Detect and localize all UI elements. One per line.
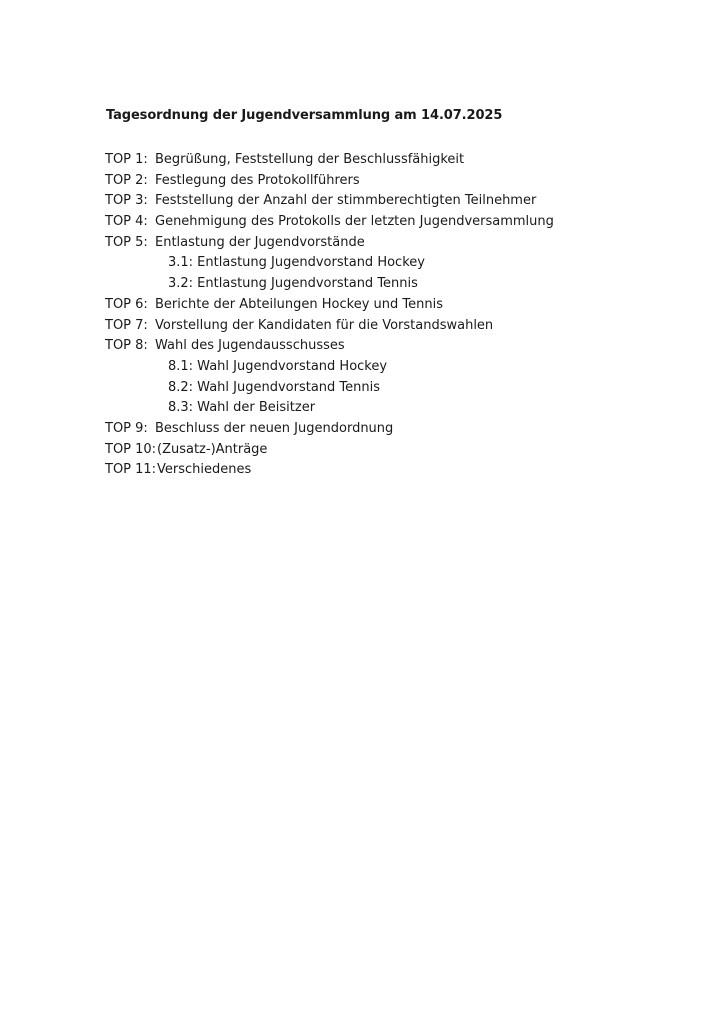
agenda-item-text: Feststellung der Anzahl der stimmberechtigten Teilnehmer (155, 193, 537, 209)
agenda-subitem (105, 253, 665, 274)
document-title: Tagesordnung der Jugendversammlung am 14.07.2025 (106, 108, 503, 123)
agenda-item (105, 295, 665, 316)
agenda-item-text: Genehmigung des Protokolls der letzten Jugendversammlung (155, 214, 554, 230)
agenda-item-number: TOP 6: (105, 296, 148, 312)
agenda-item (105, 336, 665, 357)
agenda-item (105, 419, 665, 440)
agenda-item-number: TOP 1: (105, 152, 148, 167)
agenda-item-number: TOP 11: (105, 462, 157, 478)
agenda-item (105, 460, 665, 481)
agenda-subitem (105, 378, 665, 399)
agenda-item-text: Begrüßung, Feststellung der Beschlussfähigkeit (155, 152, 465, 167)
agenda-item-number: TOP 8: (105, 338, 148, 354)
agenda-item (105, 212, 665, 233)
agenda-item (105, 150, 665, 171)
agenda-item (105, 440, 665, 461)
agenda-item (105, 191, 665, 212)
agenda-item-text: Beschluss der neuen Jugendordnung (155, 420, 394, 436)
agenda-item-text: (Zusatz-)Anträge (157, 441, 268, 457)
agenda-item-number: TOP 2: (105, 172, 148, 188)
agenda-item-number: TOP 7: (105, 317, 148, 333)
agenda-item-text: Berichte der Abteilungen Hockey und Tennis (155, 296, 443, 312)
agenda-item-number: TOP 5: (105, 234, 148, 250)
agenda-subitem (105, 357, 665, 378)
agenda-subitem (105, 274, 665, 295)
agenda-item-text: Entlastung der Jugendvorstände (155, 234, 365, 250)
agenda-subitem-text: 3.2: Entlastung Jugendvorstand Tennis (168, 276, 418, 292)
agenda-item-number: TOP 10: (105, 441, 157, 457)
agenda-subitem-text: 8.3: Wahl der Beisitzer (168, 400, 316, 416)
agenda-list (105, 150, 665, 481)
agenda-subitem (105, 398, 665, 419)
agenda-item-number: TOP 9: (105, 420, 148, 436)
agenda-item-text: Wahl des Jugendausschusses (155, 338, 345, 354)
agenda-item-text: Festlegung des Protokollführers (155, 172, 360, 188)
agenda-subitem-text: 8.1: Wahl Jugendvorstand Hockey (168, 358, 388, 374)
agenda-item (105, 171, 665, 192)
agenda-item-text: Vorstellung der Kandidaten für die Vorstandswahlen (155, 317, 494, 333)
agenda-item-number: TOP 4: (105, 214, 148, 230)
agenda-item-text: Verschiedenes (157, 462, 252, 478)
agenda-item (105, 316, 665, 337)
agenda-item (105, 233, 665, 254)
agenda-subitem-text: 3.1: Entlastung Jugendvorstand Hockey (168, 255, 425, 271)
agenda-item-number: TOP 3: (105, 193, 148, 209)
agenda-subitem-text: 8.2: Wahl Jugendvorstand Tennis (168, 379, 381, 395)
